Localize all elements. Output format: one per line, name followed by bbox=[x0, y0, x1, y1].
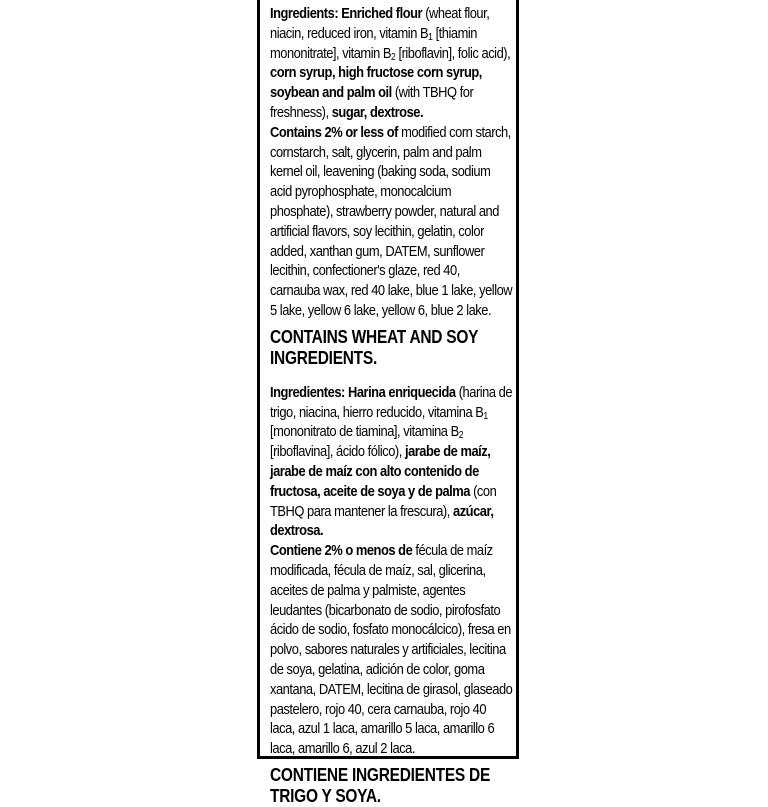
spanish-sugar-dextrose: azúcar, dextrosa bbox=[270, 502, 494, 540]
english-b2-subscript: 2 bbox=[391, 51, 396, 63]
english-comma-1: , bbox=[331, 64, 339, 82]
english-heading: Ingredients: bbox=[270, 5, 339, 22]
spanish-ingredients bbox=[270, 383, 513, 541]
english-flour-detail-3: [riboflavin], folic acid), bbox=[395, 44, 511, 62]
english-period: . bbox=[419, 103, 424, 121]
section-divider bbox=[270, 369, 513, 383]
english-sugar-dextrose: sugar, dextrose bbox=[331, 103, 420, 121]
english-flour-detail-1: (wheat flour, niacin, reduced iron, vitamin B bbox=[270, 5, 490, 42]
spanish-hfcs: jarabe de maíz con alto contenido de fructosa bbox=[270, 462, 479, 500]
spanish-minor-ingredients bbox=[270, 541, 513, 759]
spanish-allergen-statement: CONTIENE INGREDIENTES DE TRIGO Y SOYA. bbox=[270, 764, 491, 806]
english-enriched-flour: Enriched flour bbox=[341, 5, 423, 22]
spanish-flour-detail-2: [mononitrato de tiamina], vitamina B bbox=[270, 423, 459, 441]
english-contains-less: Contains 2% or less of bbox=[270, 123, 398, 141]
english-oils: soybean and palm oil bbox=[270, 84, 392, 102]
spanish-heading: Ingredientes: bbox=[270, 383, 345, 401]
spanish-period: . bbox=[320, 522, 324, 540]
spanish-flour-detail-1: (harina de trigo, niacina, hierro reducido, vitamina B bbox=[270, 383, 513, 421]
spanish-contains-less: Contiene 2% o menos de bbox=[270, 542, 413, 560]
english-hfcs: high fructose corn syrup bbox=[338, 64, 479, 82]
spanish-enriched-flour: Harina enriquecida bbox=[347, 383, 456, 401]
spanish-tbhq: (con TBHQ para mantener la frescura), bbox=[270, 482, 497, 520]
spanish-corn-syrup: jarabe de maíz bbox=[404, 443, 488, 461]
ingredient-text-block bbox=[270, 4, 513, 807]
spanish-minor-list: fécula de maíz modificada, fécula de maíz, sal, glicerina, aceites de palma y palmiste, agentes leudantes (bicarbonato de sodio, pirofosfato ácido de sodio, fosfato monocálcico), fresa en polvo, sabores naturales y artificiales, lecitina de soya, gelatina, adición de color, goma xantana, DATEM, lecitina de girasol, glaseado pastelero, rojo 40, cera carnauba, rojo 40 laca, azul 1 laca, amarillo 5 laca, amarillo 6 laca, amarillo 6, azul 2 laca. bbox=[270, 542, 513, 758]
english-minor-ingredients bbox=[270, 123, 513, 321]
english-comma-2: , bbox=[478, 64, 482, 82]
spanish-oils: aceite de soya y de palma bbox=[323, 482, 470, 500]
spanish-flour-detail-3: [riboflavina], ácido fólico), bbox=[270, 443, 405, 461]
english-flour-detail-2: [thiamin mononitrate], vitamin B bbox=[270, 24, 477, 62]
english-corn-syrup: corn syrup bbox=[270, 64, 332, 82]
english-b1-subscript: 1 bbox=[428, 31, 433, 43]
ingredient-label-panel bbox=[257, 0, 519, 806]
spanish-b2-subscript: 2 bbox=[458, 430, 464, 442]
english-tbhq: (with TBHQ for freshness), bbox=[270, 84, 474, 121]
english-ingredients bbox=[270, 4, 513, 123]
english-minor-list: modified corn starch, cornstarch, salt, glycerin, palm and palm kernel oil, leavening (baking soda, sodium acid pyrophosphate, monocalcium phosphate), strawberry powder, natural and artificial flavors, soy lecithin, gelatin, color added, xanthan gum, DATEM, sunflower lecithin, confectioner's glaze, red 40, carnauba wax, red 40 lake, blue 1 lake, yellow 5 lake, yellow 6 lake, yellow 6, blue 2 lake. bbox=[270, 123, 513, 319]
spanish-comma-1: , bbox=[487, 443, 491, 461]
english-allergen-statement: CONTAINS WHEAT AND SOY INGREDIENTS. bbox=[270, 326, 478, 368]
spanish-comma-2: , bbox=[317, 482, 324, 500]
spanish-b1-subscript: 1 bbox=[483, 410, 488, 422]
